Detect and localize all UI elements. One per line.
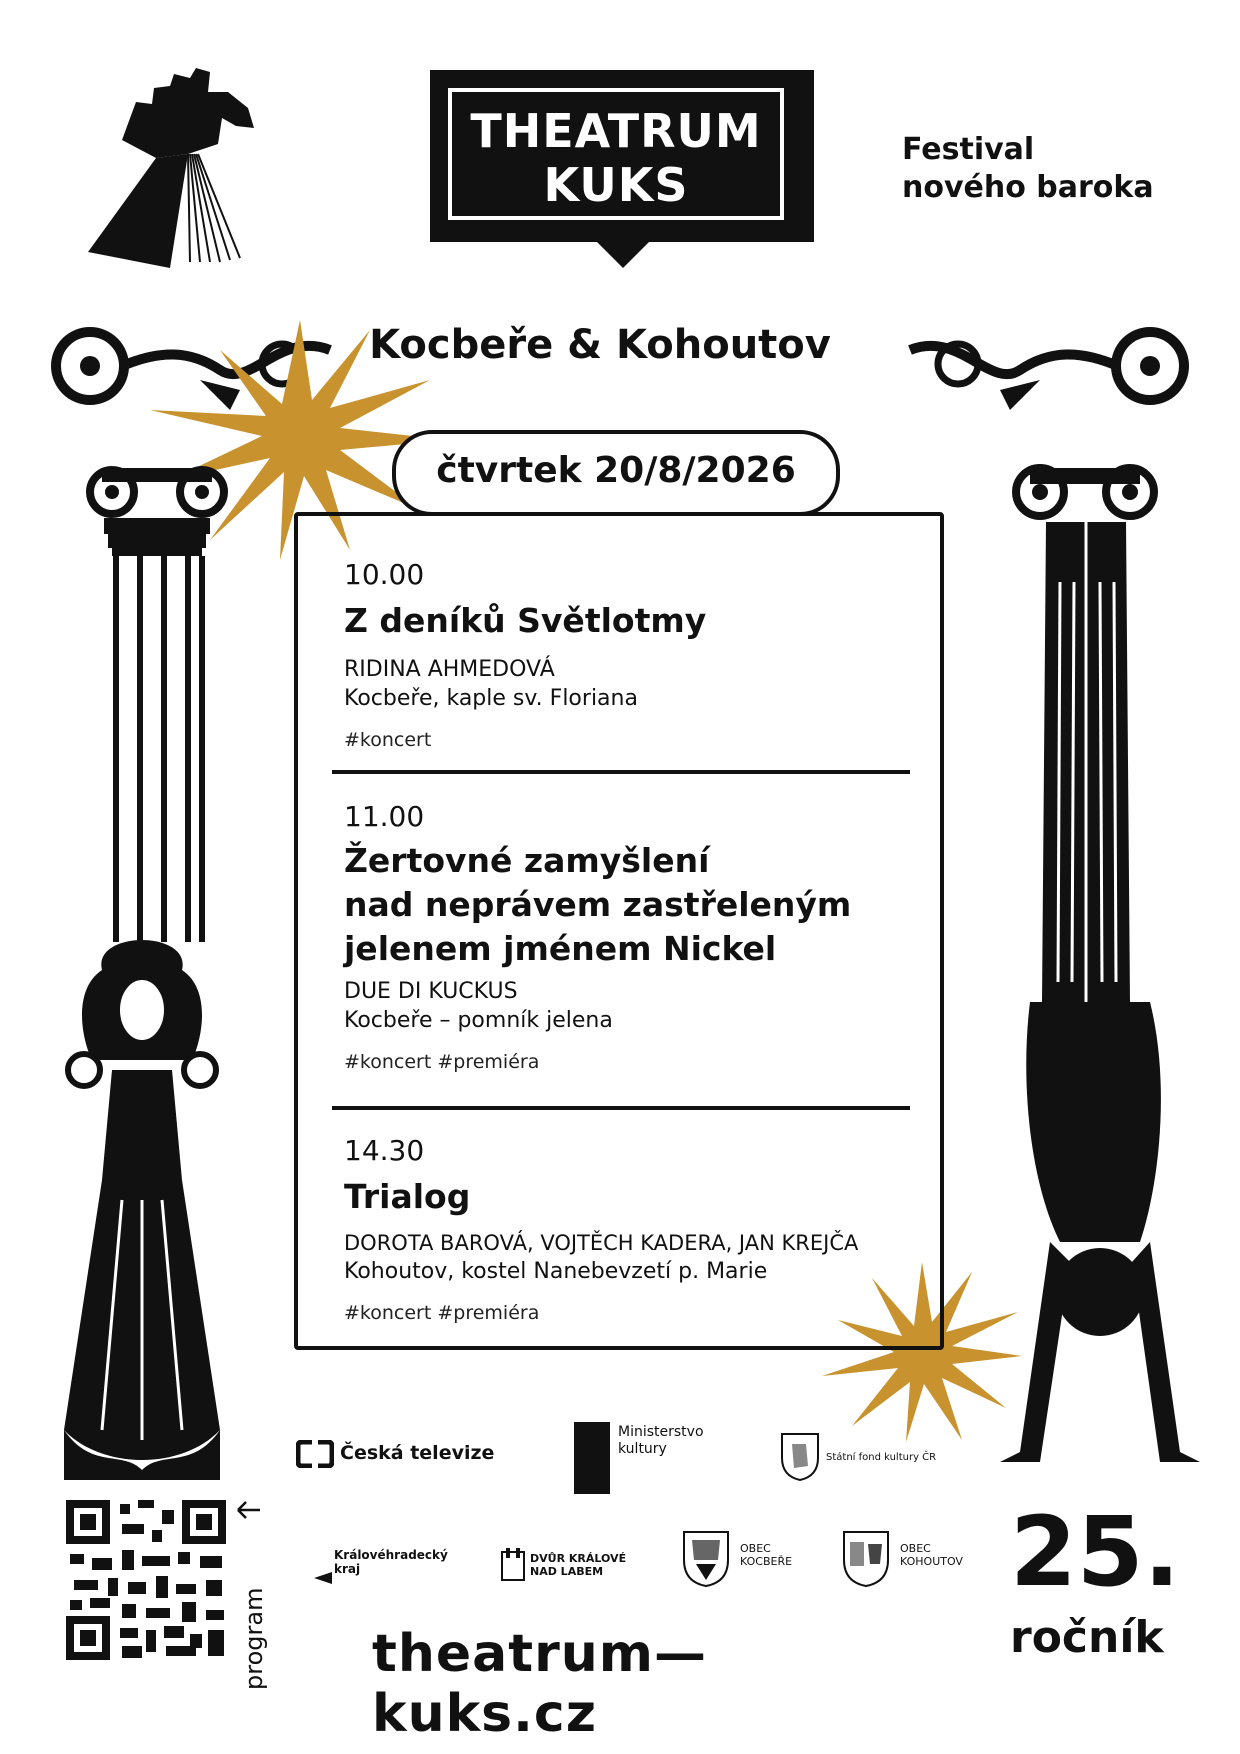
event-time: 14.30	[344, 1134, 425, 1167]
event-3	[344, 1134, 924, 1324]
event-time: 11.00	[344, 800, 425, 833]
divider	[332, 1106, 910, 1110]
coat-of-arms-icon	[500, 1546, 526, 1582]
ct-logo-icon	[296, 1440, 334, 1468]
edition-number: 25.	[1010, 1496, 1181, 1608]
festival-line1: Festival	[902, 132, 1035, 167]
coat-of-arms-icon	[842, 1530, 890, 1588]
sponsor-label: kraj	[334, 1562, 361, 1576]
coat-of-arms-icon	[780, 1432, 820, 1482]
scroll-ornament-icon	[900, 310, 1190, 420]
arrow-left-icon	[312, 1570, 334, 1586]
event-performer: RIDINA AHMEDOVÁ	[344, 657, 555, 682]
sponsor-label: Královéhradecký	[334, 1548, 448, 1562]
event-title: Z deníků Světlotmy	[344, 601, 707, 640]
event-time: 10.00	[344, 558, 425, 591]
event-performer: DUE DI KUCKUS	[344, 979, 518, 1004]
sponsor-label: NAD LABEM	[530, 1565, 604, 1578]
qr-code-icon[interactable]	[66, 1500, 226, 1660]
logo-line1: THEATRUM	[470, 104, 762, 158]
event-title: Trialog	[344, 1177, 471, 1216]
sponsor-label: KOHOUTOV	[900, 1555, 963, 1568]
sponsor-label: DVŮR KRÁLOVÉ	[530, 1552, 627, 1565]
sponsor-obec-kohoutov	[900, 1542, 963, 1568]
divider	[332, 770, 910, 774]
sponsor-label: KOCBEŘE	[740, 1555, 793, 1568]
baroque-lady-icon	[62, 930, 222, 1480]
program-label: program	[240, 1587, 268, 1690]
event-place: Kocbeře – pomník jelena	[344, 1008, 613, 1033]
website-link[interactable]: theatrum—kuks.cz	[372, 1624, 707, 1744]
coat-of-arms-icon	[682, 1530, 730, 1588]
sponsor-dvur-kralove	[530, 1552, 626, 1578]
event-tags: #koncert	[344, 729, 432, 751]
hand-puppeteer-icon	[78, 62, 268, 272]
sponsor-sfk: Státní fond kultury ČR	[826, 1452, 937, 1463]
festival-line2: nového baroka	[902, 170, 1154, 205]
arrow-left-icon	[236, 1500, 262, 1520]
sponsor-obec-kocbere	[740, 1542, 792, 1568]
logo-line2: KUKS	[543, 158, 689, 212]
sponsor-label: Ministerstvo	[618, 1424, 704, 1440]
edition-word: ročník	[1010, 1612, 1164, 1663]
sponsor-label: Česká televize	[340, 1442, 495, 1464]
event-title-line3: jelenem jménem Nickel	[344, 929, 777, 968]
sponsor-ministerstvo	[618, 1424, 704, 1458]
event-tags: #koncert #premiéra	[344, 1051, 540, 1073]
event-title-line1: Žertovné zamyšlení	[344, 841, 710, 880]
sponsor-label: OBEC	[900, 1542, 931, 1555]
event-performer: DOROTA BAROVÁ, VOJTĚCH KADERA, JAN KREJČA	[344, 1231, 859, 1255]
sponsor-label: kultury	[618, 1441, 667, 1457]
event-date: čtvrtek 20/8/2026	[436, 450, 796, 491]
sponsor-label: OBEC	[740, 1542, 771, 1555]
event-place: Kohoutov, kostel Nanebevzetí p. Marie	[344, 1259, 768, 1284]
event-2	[344, 800, 924, 1073]
sponsor-khk	[316, 1548, 448, 1576]
logo-speech-tail	[585, 230, 661, 268]
venue-title: Kocbeře & Kohoutov	[369, 322, 831, 368]
event-tags: #koncert #premiéra	[344, 1302, 540, 1324]
event-place: Kocbeře, kaple sv. Floriana	[344, 686, 638, 711]
mk-emblem-icon	[574, 1422, 610, 1494]
event-title-line2: nad neprávem zastřeleným	[344, 885, 852, 924]
handstand-man-icon	[1000, 462, 1200, 1482]
event-1	[344, 558, 924, 751]
